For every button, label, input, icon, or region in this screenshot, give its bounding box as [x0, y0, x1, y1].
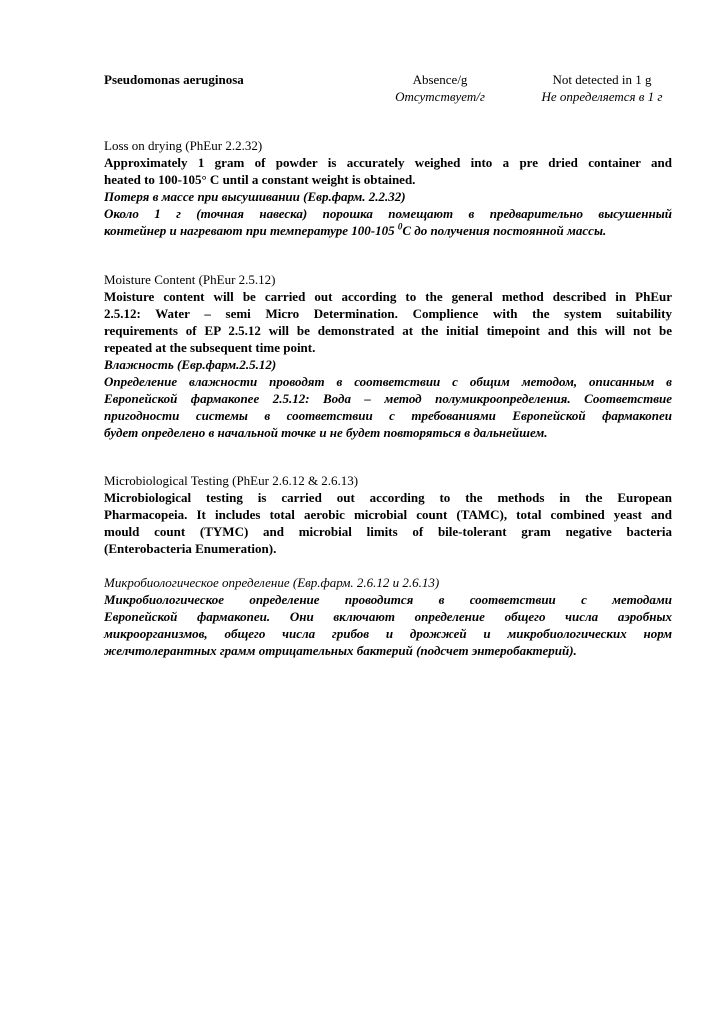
- section-heading-ru: Влажность (Евр.фарм.2.5.12): [104, 357, 277, 372]
- spacer: [104, 557, 672, 574]
- section-microbiological-testing: [104, 472, 672, 659]
- text-fragment: контейнер и нагревают при температуре 100-105: [104, 223, 398, 238]
- section-body-en-line: repeated at the subsequent time point.: [104, 340, 316, 355]
- section-body-ru-line: пригодности системы в соответствии с требованиями Европейской фармакопеи: [104, 408, 672, 423]
- section-body-ru-line: Европейской фармакопее 2.5.12: Вода – метод полумикроопределения. Соответствие: [104, 391, 672, 406]
- section-body-en-line: mould count (TYMC) and microbial limits of bile-tolerant gram negative bacteria: [104, 524, 672, 539]
- section-heading-en: Moisture Content (PhEur 2.5.12): [104, 272, 276, 287]
- section-body-ru-line: желчтолерантных грамм отрицательных бактерий (подсчет энтеробактерий).: [104, 643, 577, 658]
- result-ru: Не определяется в 1 г: [541, 89, 663, 104]
- section-heading-ru: Микробиологическое определение (Евр.фарм. 2.6.12 и 2.6.13): [104, 575, 440, 590]
- section-body-en-line: Approximately 1 gram of powder is accurately weighed into a pre dried container and: [104, 155, 672, 170]
- section-body-en-line: Pharmacopeia. It includes total aerobic microbial count (TAMC), total combined yeast and: [104, 507, 672, 522]
- spec-table-row: [104, 72, 672, 106]
- section-moisture-content: [104, 271, 672, 441]
- test-name: Pseudomonas aeruginosa: [104, 72, 244, 87]
- specification-ru: Отсутствует/г: [395, 89, 485, 104]
- section-heading-ru: Потеря в массе при высушивании (Евр.фарм. 2.2.32): [104, 189, 406, 204]
- section-heading-en: Microbiological Testing (PhEur 2.6.12 & 2.6.13): [104, 473, 359, 488]
- section-body-ru-line: Европейской фармакопеи. Они включают определение общего числа аэробных: [104, 609, 672, 624]
- section-loss-on-drying: [104, 137, 672, 239]
- result-en: Not detected in 1 g: [552, 72, 652, 87]
- section-body-ru-line: Определение влажности проводят в соответствии с общим методом, описанным в: [104, 374, 672, 389]
- section-body-ru-line: микроорганизмов, общего числа грибов и дрожжей и микробиологических норм: [104, 626, 672, 641]
- specification-en: Absence/g: [412, 72, 468, 87]
- section-body-en-line: requirements of EP 2.5.12 will be demonstrated at the initial timepoint and this will not be: [104, 323, 672, 338]
- section-body-ru-line: [104, 222, 672, 239]
- section-body-en-line: Moisture content will be carried out according to the general method described in PhEur: [104, 289, 672, 304]
- section-body-en-line: 2.5.12: Water – semi Micro Determination. Complience with the system suitability: [104, 306, 672, 321]
- section-body-ru-line: Около 1 г (точная навеска) порошка помещают в предварительно высушенный: [104, 206, 672, 221]
- section-body-en-line: Microbiological testing is carried out according to the methods in the European: [104, 490, 672, 505]
- section-body-ru-line: Микробиологическое определение проводится в соответствии с методами: [104, 592, 672, 607]
- section-heading-en: Loss on drying (PhEur 2.2.32): [104, 138, 263, 153]
- degree-superscript: 0: [397, 221, 403, 232]
- section-body-en-line: (Enterobacteria Enumeration).: [104, 541, 277, 556]
- text-fragment: С до получения постоянной массы.: [402, 223, 607, 238]
- section-body-ru-line: будет определено в начальной точке и не будет повторяться в дальнейшем.: [104, 425, 548, 440]
- section-body-en-line: heated to 100-105° C until a constant weight is obtained.: [104, 172, 416, 187]
